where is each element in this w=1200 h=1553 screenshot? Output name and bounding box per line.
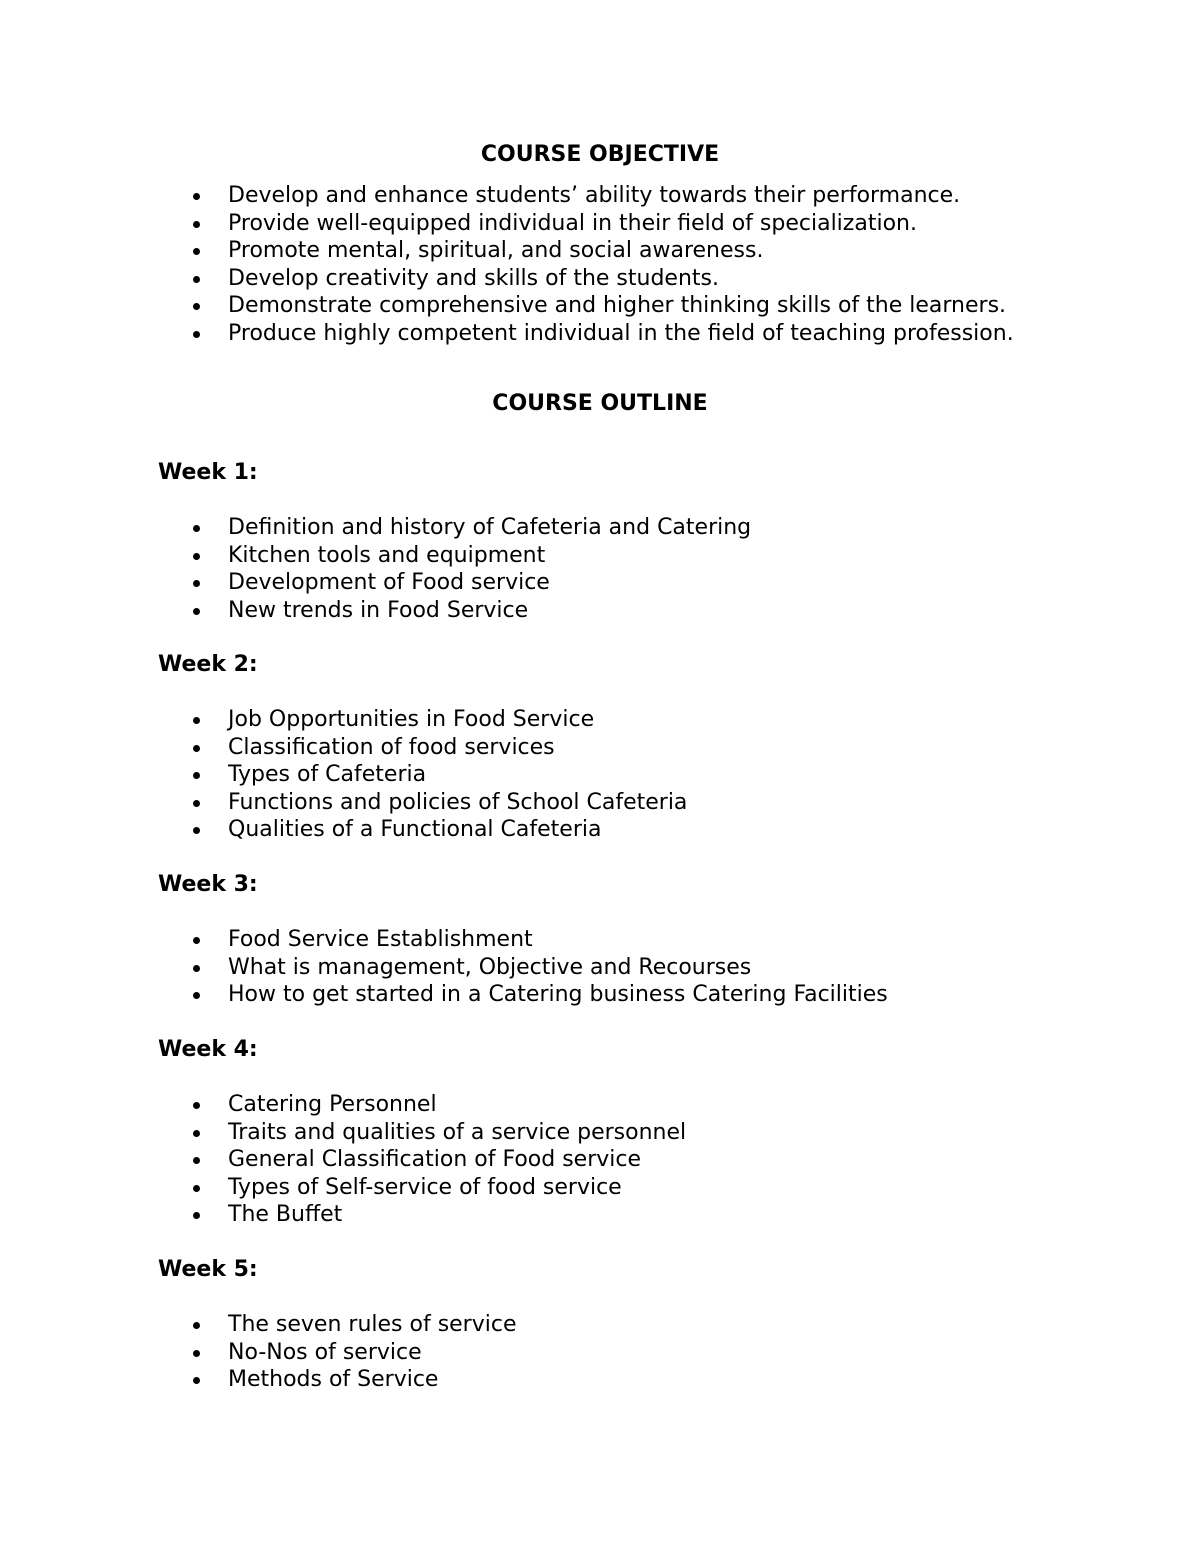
list-item	[0, 1201, 1200, 1229]
week-3-label: Week 3:	[158, 872, 258, 897]
list-item-text: Catering Personnel	[228, 1092, 437, 1117]
week-4-list	[0, 1091, 1200, 1229]
bullet-icon	[193, 1377, 200, 1384]
bullet-icon	[193, 745, 200, 752]
list-item	[0, 1311, 1200, 1339]
bullet-icon	[193, 525, 200, 532]
course-objective-list	[0, 182, 1200, 347]
list-item-text: What is management, Objective and Recourses	[228, 954, 752, 980]
list-item-text: Develop creativity and skills of the students.	[228, 265, 719, 291]
bullet-icon	[193, 608, 200, 615]
list-item-text: Food Service Establishment	[228, 927, 533, 952]
bullet-icon	[193, 553, 200, 560]
list-item	[0, 1174, 1200, 1202]
bullet-icon	[193, 717, 200, 724]
list-item	[0, 514, 1200, 542]
week-1-list	[0, 514, 1200, 624]
week-2-label: Week 2:	[158, 652, 258, 677]
bullet-icon	[193, 248, 200, 255]
list-item	[0, 265, 1200, 293]
list-item-text: No-Nos of service	[228, 1339, 422, 1365]
list-item	[0, 926, 1200, 954]
bullet-icon	[193, 1350, 200, 1357]
list-item-text: General Classification of Food service	[228, 1147, 642, 1172]
list-item	[0, 1119, 1200, 1147]
list-item-text: Demonstrate comprehensive and higher thinking skills of the learners.	[228, 293, 1007, 318]
list-item-text: Develop and enhance students’ ability towards their performance.	[228, 183, 961, 208]
list-item-text: Promote mental, spiritual, and social awareness.	[228, 238, 764, 263]
list-item	[0, 1366, 1200, 1394]
week-1-label: Week 1:	[158, 460, 258, 485]
week-3-list	[0, 926, 1200, 1009]
bullet-icon	[193, 937, 200, 944]
bullet-icon	[193, 827, 200, 834]
bullet-icon	[193, 992, 200, 999]
bullet-icon	[193, 1102, 200, 1109]
list-item-text: How to get started in a Catering business Catering Facilities	[228, 982, 888, 1007]
list-item-text: Methods of Service	[228, 1367, 439, 1392]
list-item-text: Kitchen tools and equipment	[228, 542, 546, 568]
bullet-icon	[193, 331, 200, 338]
week-5-label: Week 5:	[158, 1257, 258, 1282]
bullet-icon	[193, 1130, 200, 1137]
list-item	[0, 292, 1200, 320]
bullet-icon	[193, 1212, 200, 1219]
list-item	[0, 1339, 1200, 1367]
list-item	[0, 320, 1200, 348]
list-item	[0, 1091, 1200, 1119]
list-item	[0, 734, 1200, 762]
week-5-list	[0, 1311, 1200, 1394]
list-item	[0, 954, 1200, 982]
list-item	[0, 237, 1200, 265]
bullet-icon	[193, 276, 200, 283]
bullet-icon	[193, 221, 200, 228]
list-item-text: Classification of food services	[228, 734, 555, 760]
list-item-text: Traits and qualities of a service personnel	[228, 1119, 687, 1145]
list-item	[0, 981, 1200, 1009]
list-item-text: The Buffet	[228, 1202, 343, 1227]
list-item-text: Types of Self-service of food service	[228, 1174, 622, 1200]
list-item-text: Functions and policies of School Cafeteria	[228, 789, 688, 815]
bullet-icon	[193, 580, 200, 587]
list-item	[0, 182, 1200, 210]
list-item	[0, 210, 1200, 238]
bullet-icon	[193, 772, 200, 779]
list-item	[0, 761, 1200, 789]
list-item	[0, 1146, 1200, 1174]
list-item	[0, 597, 1200, 625]
list-item-text: Definition and history of Cafeteria and Catering	[228, 515, 752, 540]
course-objective-heading: COURSE OBJECTIVE	[480, 142, 720, 167]
week-2-list	[0, 706, 1200, 844]
bullet-icon	[193, 303, 200, 310]
bullet-icon	[193, 1185, 200, 1192]
list-item-text: Produce highly competent individual in the field of teaching profession.	[228, 320, 1014, 346]
list-item	[0, 789, 1200, 817]
list-item-text: Development of Food service	[228, 570, 550, 595]
list-item-text: The seven rules of service	[228, 1312, 517, 1337]
list-item	[0, 706, 1200, 734]
list-item-text: Provide well-equipped individual in their field of specialization.	[228, 210, 917, 236]
list-item	[0, 569, 1200, 597]
bullet-icon	[193, 1157, 200, 1164]
list-item-text: Types of Cafeteria	[228, 762, 427, 787]
list-item	[0, 542, 1200, 570]
week-4-label: Week 4:	[158, 1037, 258, 1062]
bullet-icon	[193, 800, 200, 807]
list-item	[0, 816, 1200, 844]
bullet-icon	[193, 965, 200, 972]
list-item-text: New trends in Food Service	[228, 597, 529, 623]
course-outline-heading: COURSE OUTLINE	[492, 391, 708, 416]
bullet-icon	[193, 1322, 200, 1329]
list-item-text: Job Opportunities in Food Service	[228, 707, 595, 732]
bullet-icon	[193, 193, 200, 200]
list-item-text: Qualities of a Functional Cafeteria	[228, 817, 602, 842]
